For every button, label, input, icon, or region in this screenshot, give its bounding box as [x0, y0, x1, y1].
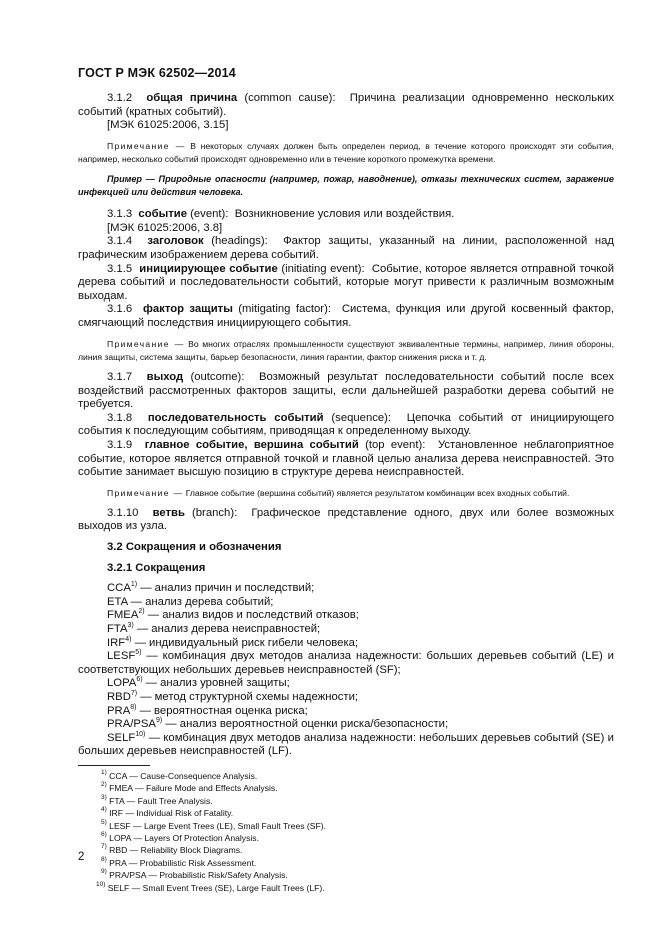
- footnote-text: CCA — Cause-Consequence Analysis.: [109, 770, 258, 781]
- footnote-number: 7): [101, 843, 107, 851]
- footnote-text: LOPA — Layers Of Protection Analysis.: [109, 833, 259, 844]
- section-heading-3-2: 3.2 Сокращения и обозначения: [107, 541, 282, 554]
- abbr-text: — комбинация двух методов анализа надежности: больших деревьев событий (LE) и соответствующих небольших деревьев неисправностей (SF);: [78, 650, 614, 676]
- term-number: 3.1.9: [107, 438, 133, 451]
- term-name: ветвь: [152, 506, 185, 519]
- note: [78, 487, 614, 500]
- term-name: главное событие, вершина событий: [144, 438, 359, 451]
- abbr-term: SELF: [107, 731, 136, 744]
- note: [78, 338, 614, 364]
- term-name: общая причина: [146, 92, 238, 104]
- list-item: [78, 718, 614, 732]
- footnote-number: 1): [101, 768, 107, 776]
- footnote: [78, 795, 614, 807]
- term-english: (initiating event):: [281, 262, 365, 275]
- footnotes: [78, 770, 614, 894]
- footnote-text: FMEA — Failure Mode and Effects Analysis.: [109, 783, 278, 794]
- abbr-text: — вероятностная оценка риска;: [136, 704, 308, 717]
- list-item: [78, 691, 614, 705]
- abbr-term: RBD: [107, 691, 131, 704]
- term-entry-3-1-2: [78, 92, 614, 119]
- footnote: [78, 820, 614, 832]
- term-english: (sequence):: [331, 411, 392, 424]
- abbr-term: IRF: [107, 636, 126, 649]
- abbr-term: PRA: [107, 704, 131, 717]
- term-definition: Причина реализации одновременно нескольких событий (кратных событий).: [78, 92, 615, 118]
- term-english: (mitigating factor):: [238, 303, 331, 316]
- footnote-number: 6): [101, 831, 107, 839]
- footnote-text: RBD — Reliability Block Diagrams.: [109, 845, 243, 856]
- list-item: [78, 609, 614, 623]
- footnote-number: 10): [96, 880, 106, 888]
- term-definition: Цепочка событий от инициирующего события к последующим событиям, приводящая к определенному выходу.: [78, 411, 614, 438]
- footnote-number: 3): [101, 793, 107, 801]
- term-definition: Возможный результат последовательности событий после всех воздействий рассмотренных факторов защиты, если дальнейшей разработки дерева событий не требуется.: [78, 370, 615, 411]
- list-item: [78, 596, 614, 610]
- term-english: (headings):: [211, 235, 268, 248]
- note-text: Во многих отраслях промышленности существуют эквивалентные термины, например, линия обороны, линия защиты, система защиты, барьер безопасности, линия гарантии, фактор снижения риска и т. д.: [78, 338, 614, 362]
- term-definition: Возникновение условия или воздействия.: [234, 208, 455, 221]
- abbr-term: LESF: [107, 650, 136, 663]
- abbr-text: — анализ уровней защиты;: [142, 677, 290, 690]
- term-english: (event):: [190, 208, 229, 221]
- page-number: 2: [78, 851, 85, 863]
- term-english: (top event):: [365, 438, 426, 451]
- term-number: 3.1.10: [107, 506, 139, 519]
- footnote-ref: 10): [135, 730, 146, 738]
- footnote-ref: 2): [138, 608, 145, 616]
- footnote-number: 9): [101, 868, 107, 876]
- abbr-text: — анализ вероятностной оценки риска/безопасности;: [162, 718, 449, 731]
- term-entry-3-1-10: [78, 507, 614, 534]
- footnote-text: PRA — Probabilistic Risk Assessment.: [109, 857, 257, 868]
- note-text: В некоторых случаях должен быть определен период, в течение которого происходят эти события, например, несколько событий происходят одновременно или в течение короткого промежутка времени.: [78, 140, 615, 164]
- abbr-text: — индивидуальный риск гибели человека;: [131, 636, 359, 649]
- note-label: Примечание —: [107, 140, 186, 151]
- note-label: Примечание —: [107, 338, 185, 349]
- abbr-term: FMEA: [107, 609, 139, 622]
- term-definition: Графическое представление одного, двух или более возможных выходов из узла.: [78, 506, 615, 533]
- footnote-number: 2): [101, 781, 107, 789]
- term-name: инициирующее событие: [139, 262, 278, 275]
- term-entry-3-1-8: [78, 412, 614, 439]
- footnote-text: FTA — Fault Tree Analysis.: [109, 795, 213, 806]
- term-number: 3.1.6: [107, 303, 133, 316]
- abbr-text: — метод структурной схемы надежности;: [137, 691, 359, 704]
- term-english: (branch):: [192, 506, 238, 519]
- footnote-ref: 9): [155, 717, 163, 725]
- term-number: 3.1.8: [107, 411, 133, 424]
- abbr-term: CCA: [107, 582, 131, 595]
- note-label: Примечание —: [107, 487, 184, 498]
- abbr-term: ETA: [107, 595, 128, 608]
- term-entry-3-1-5: [78, 263, 614, 304]
- example-text: Природные опасности (например, пожар, наводнение), отказы технических систем, заражение инфекцией или действия человека.: [78, 174, 614, 198]
- term-reference: [МЭК 61025:2006, 3.8]: [107, 221, 223, 234]
- abbreviation-list: [78, 582, 614, 759]
- term-entry-3-1-9: [78, 439, 614, 480]
- term-number: 3.1.5: [107, 262, 133, 275]
- list-item: [78, 650, 614, 677]
- term-name: последовательность событий: [147, 411, 324, 424]
- footnote-text: PRA/PSA — Probabilistic Risk/Safety Analysis.: [109, 870, 288, 881]
- subsection-heading-3-2-1: 3.2.1 Сокращения: [107, 561, 206, 574]
- term-number: 3.1.7: [107, 370, 133, 383]
- term-entry-3-1-6: [78, 303, 614, 330]
- term-number: 3.1.3: [107, 208, 133, 221]
- list-item: [78, 705, 614, 719]
- footnote-ref: 7): [130, 690, 138, 698]
- term-definition: Фактор защиты, указанный на линии, расположенной над графическим изображением дерева событий.: [78, 235, 615, 261]
- list-item: [78, 732, 614, 759]
- footnote-ref: 6): [136, 676, 143, 684]
- footnote: [78, 807, 614, 819]
- term-reference: [МЭК 61025:2006, 3.15]: [107, 119, 229, 132]
- term-number: 3.1.2: [107, 92, 133, 104]
- footnote-number: 4): [101, 806, 107, 814]
- term-name: событие: [138, 208, 187, 221]
- footnote-divider: [78, 765, 150, 766]
- term-entry-3-1-7: [78, 371, 614, 412]
- footnote-number: 8): [101, 855, 107, 863]
- abbr-text: — анализ дерева событий;: [127, 595, 274, 608]
- term-name: заголовок: [147, 235, 204, 248]
- term-definition: Установленное неблагоприятное событие, которое является отправной точкой и главной целью анализа дерева неисправностей. Это событие занимает высшую позицию в структуре дерева неисправностей.: [78, 438, 615, 479]
- abbr-text: — анализ дерева неисправностей;: [133, 623, 321, 636]
- note: [78, 140, 614, 166]
- term-definition: Система, функция или другой косвенный фактор, смягчающий последствия инициирующего события.: [78, 303, 615, 329]
- footnote: [78, 882, 614, 894]
- example-label: Пример —: [107, 174, 155, 185]
- footnote-text: IRF — Individual Risk of Fatality.: [109, 808, 234, 819]
- document-body: [78, 92, 614, 894]
- abbr-term: PRA/PSA: [107, 718, 156, 731]
- footnote-text: SELF — Small Event Trees (SE), Large Fault Trees (LF).: [107, 882, 325, 893]
- list-item: [78, 677, 614, 691]
- term-number: 3.1.4: [107, 235, 133, 248]
- term-entry-3-1-4: [78, 235, 614, 262]
- footnote: [78, 844, 614, 856]
- term-english: (outcome):: [190, 370, 245, 383]
- term-english: (common cause):: [244, 92, 336, 104]
- abbr-text: — комбинация двух методов анализа надежности: небольших деревьев событий (SE) и больших деревьев неисправностей (LF).: [78, 731, 614, 758]
- footnote-text: LESF — Large Event Trees (LE), Small Fault Trees (SF).: [109, 820, 326, 831]
- example: [78, 173, 614, 199]
- footnote-ref: 5): [135, 649, 142, 657]
- footnote-ref: 8): [130, 703, 137, 711]
- abbr-term: FTA: [107, 623, 128, 636]
- term-name: выход: [146, 370, 184, 383]
- abbr-text: — анализ видов и последствий отказов;: [144, 609, 359, 622]
- list-item: [78, 623, 614, 637]
- term-name: фактор защиты: [143, 303, 233, 316]
- abbr-text: — анализ причин и последствий;: [137, 582, 315, 595]
- term-definition: Событие, которое является отправной точкой дерева событий и последовательности событий, которые могут привести к различным возможным выходам.: [78, 262, 615, 302]
- list-item: [78, 582, 614, 596]
- abbr-term: LOPA: [107, 677, 137, 690]
- footnote: [78, 857, 614, 869]
- footnote-ref: 4): [125, 635, 132, 643]
- page-header: ГОСТ Р МЭК 62502—2014: [78, 66, 236, 80]
- footnote-ref: 3): [127, 622, 134, 630]
- list-item: [78, 637, 614, 651]
- note-text: Главное событие (вершина событий) является результатом комбинации всех входных событий.: [185, 487, 570, 498]
- term-entry-3-1-3: [78, 208, 614, 222]
- footnote: [78, 782, 614, 794]
- footnote: [78, 869, 614, 881]
- footnote: [78, 770, 614, 782]
- footnote: [78, 832, 614, 844]
- footnote-ref: 1): [130, 581, 138, 589]
- footnote-number: 5): [101, 818, 107, 826]
